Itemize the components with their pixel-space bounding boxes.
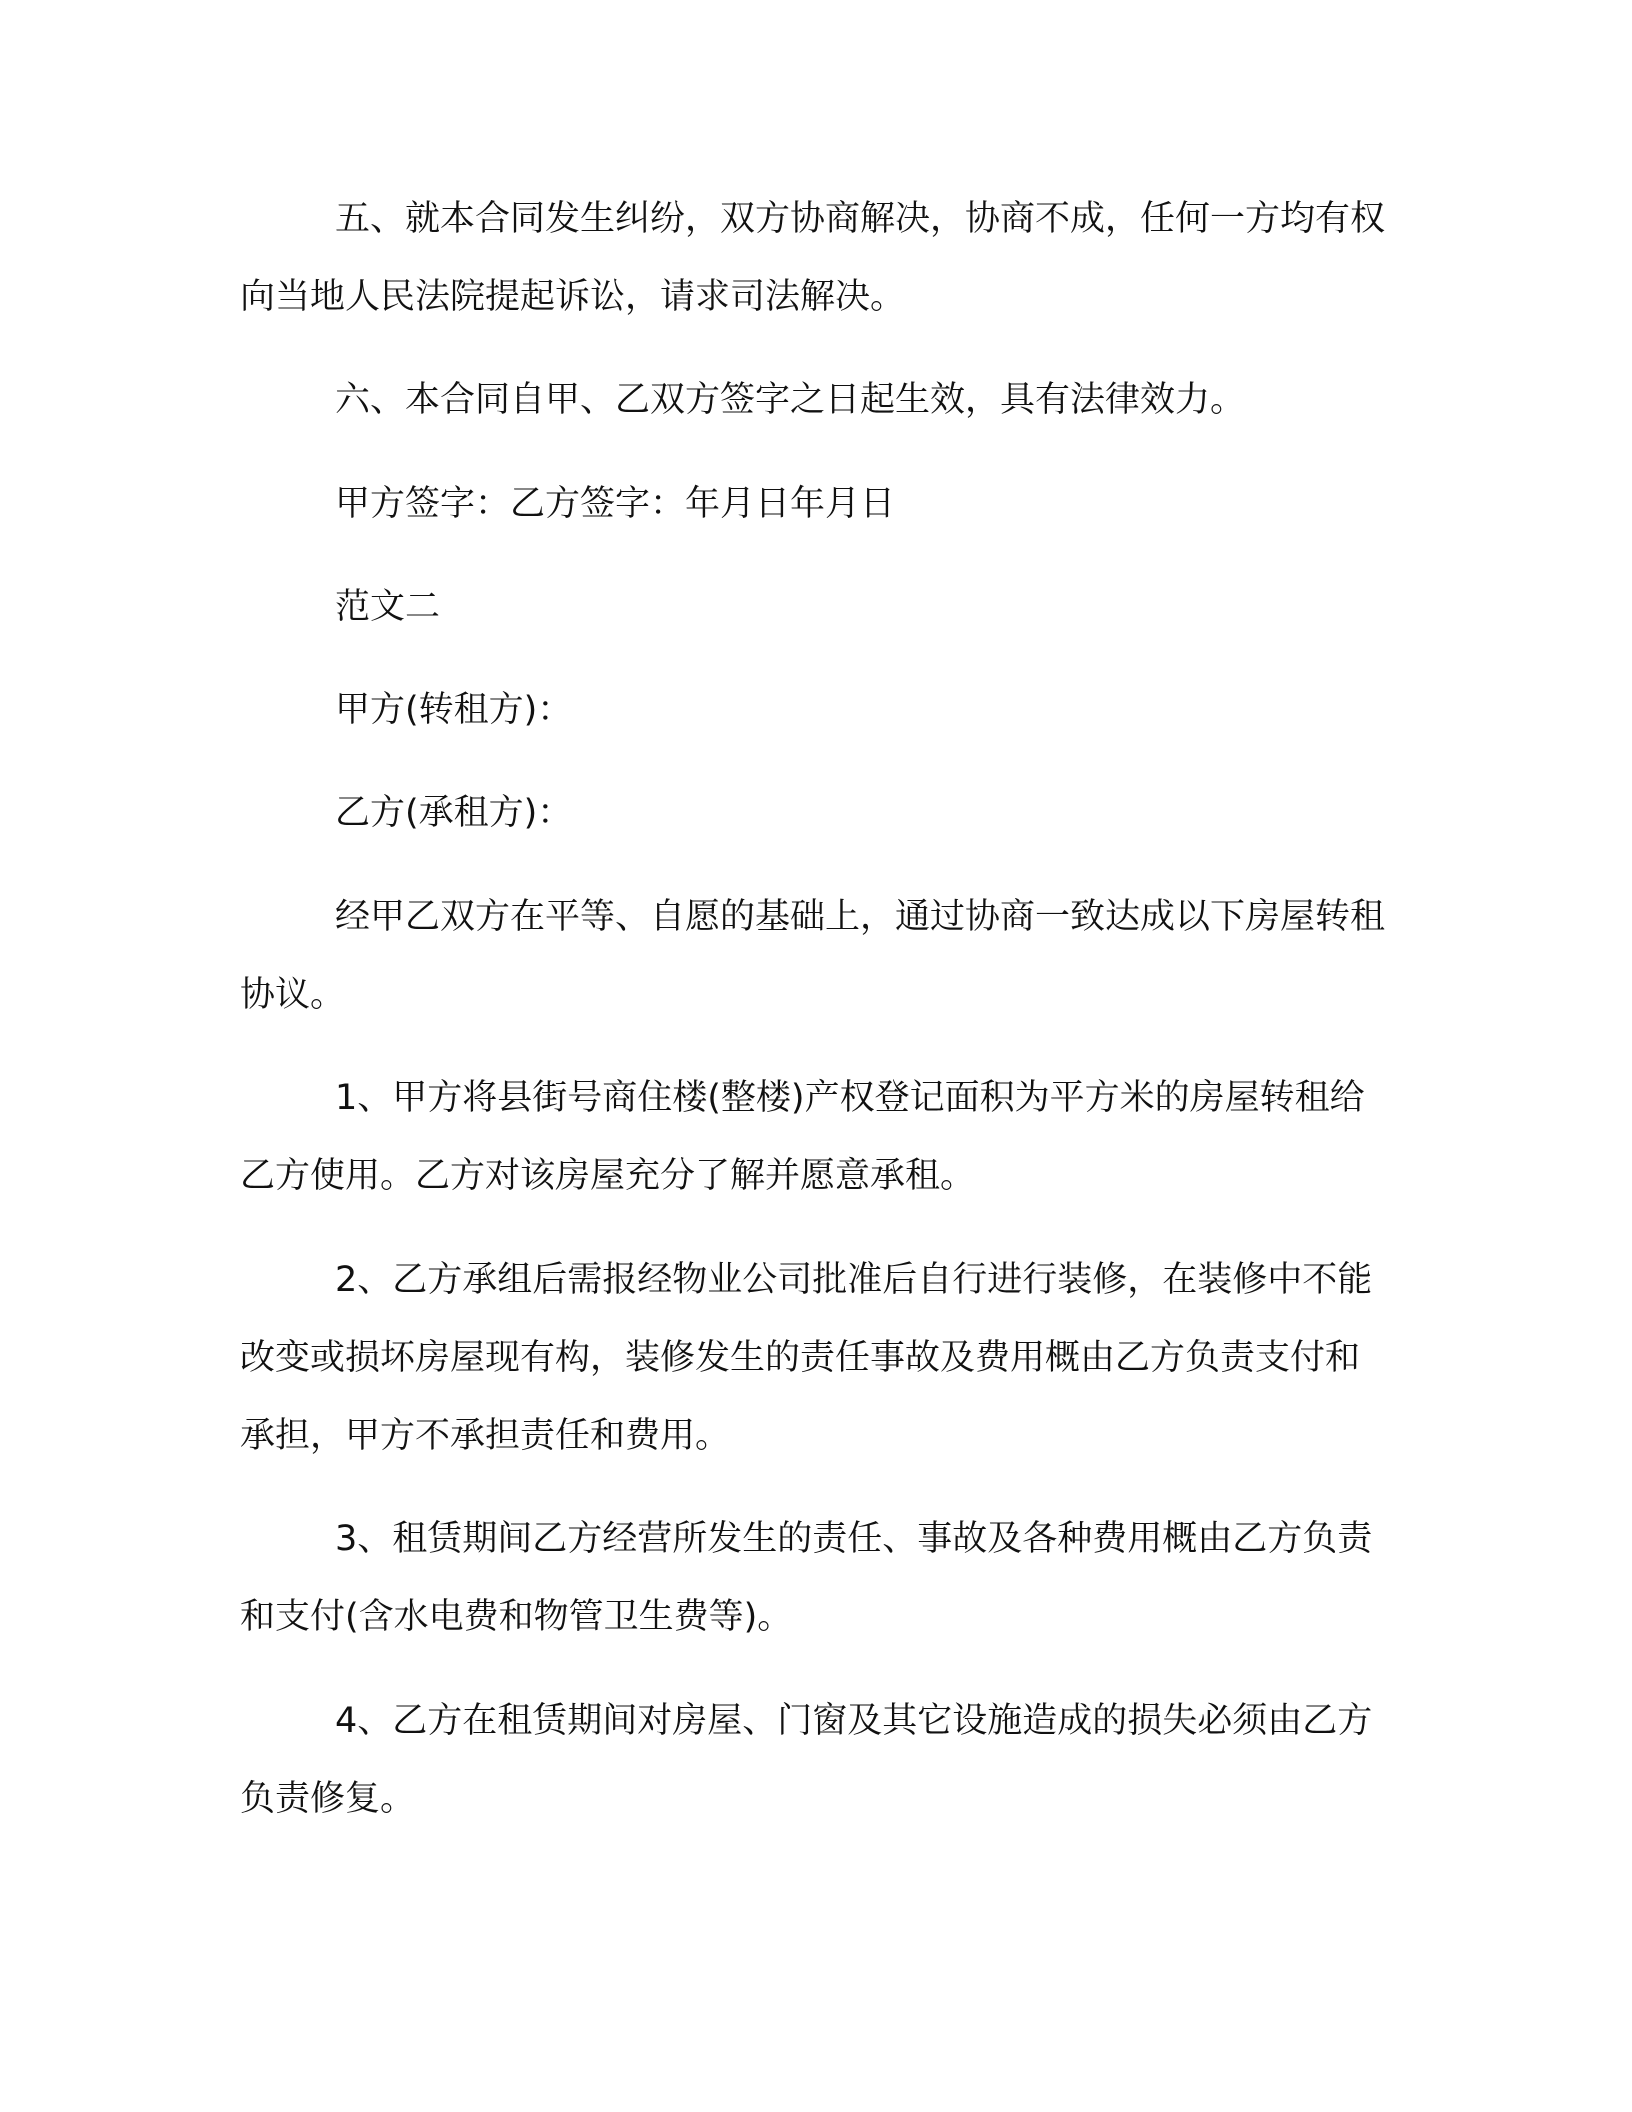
paragraph-intro: 经甲乙双方在平等、自愿的基础上，通过协商一致达成以下房屋转租协议。 bbox=[240, 897, 1386, 1015]
paragraph-clause-5: 五、就本合同发生纠纷，双方协商解决，协商不成，任何一方均有权向当地人民法院提起诉讼，请求司法解决。 bbox=[240, 199, 1386, 317]
paragraph-item-1: 1、甲方将县街号商住楼(整楼)产权登记面积为平方米的房屋转租给乙方使用。乙方对该房屋充分了解并愿意承租。 bbox=[240, 1078, 1365, 1196]
paragraph-sample-two-heading: 范文二 bbox=[335, 587, 441, 627]
paragraph-clause-6: 六、本合同自甲、乙双方签字之日起生效，具有法律效力。 bbox=[335, 380, 1246, 420]
paragraph-item-3: 3、租赁期间乙方经营所发生的责任、事故及各种费用概由乙方负责和支付(含水电费和物管卫生费等)。 bbox=[240, 1519, 1373, 1637]
paragraph-signatures: 甲方签字：乙方签字：年月日年月日 bbox=[335, 484, 896, 524]
paragraph-party-b: 乙方(承租方)： bbox=[335, 793, 573, 833]
paragraph-item-2: 2、乙方承组后需报经物业公司批准后自行进行装修，在装修中不能改变或损坏房屋现有构，装修发生的责任事故及费用概由乙方负责支付和承担，甲方不承担责任和费用。 bbox=[240, 1260, 1373, 1456]
paragraph-party-a: 甲方(转租方)： bbox=[335, 690, 573, 730]
paragraph-item-4: 4、乙方在租赁期间对房屋、门窗及其它设施造成的损失必须由乙方负责修复。 bbox=[240, 1701, 1373, 1819]
